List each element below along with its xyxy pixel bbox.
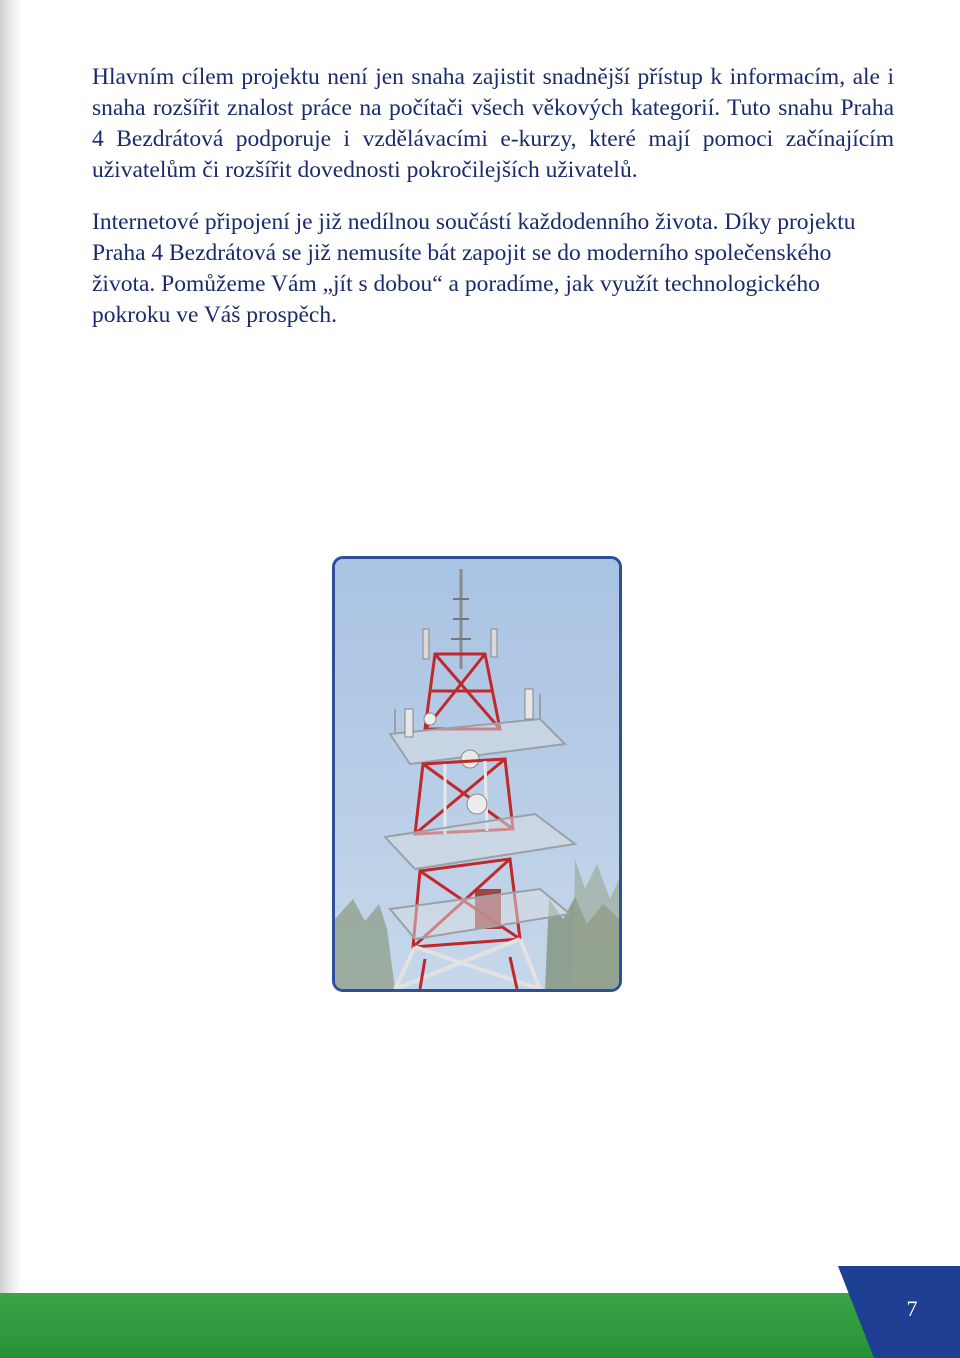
paragraph-internet: Internetové připojení je již nedílnou součástí každodenního života. Díky projektu Praha 4 Bezdrátová se již nemusíte bát zapojit se do moderního společenského života. Pomůžeme Vám „jít s dobou“ a poradíme, jak využít technologického pokroku ve Váš prospěch. <box>92 209 856 328</box>
paragraph-intro: Hlavním cílem projektu není jen snaha zajistit snadnější přístup k informacím, ale i snaha rozšířit znalost práce na počítači všech věkových kategorií. Tuto snahu Praha 4 Bezdrátová podporuje i vzdělávacími e-kurzy, které mají pomoci začínajícím uživatelům či rozšířit dovednosti pokročilejších uživatelů. <box>92 64 894 183</box>
page-number: 7 <box>906 1296 918 1321</box>
